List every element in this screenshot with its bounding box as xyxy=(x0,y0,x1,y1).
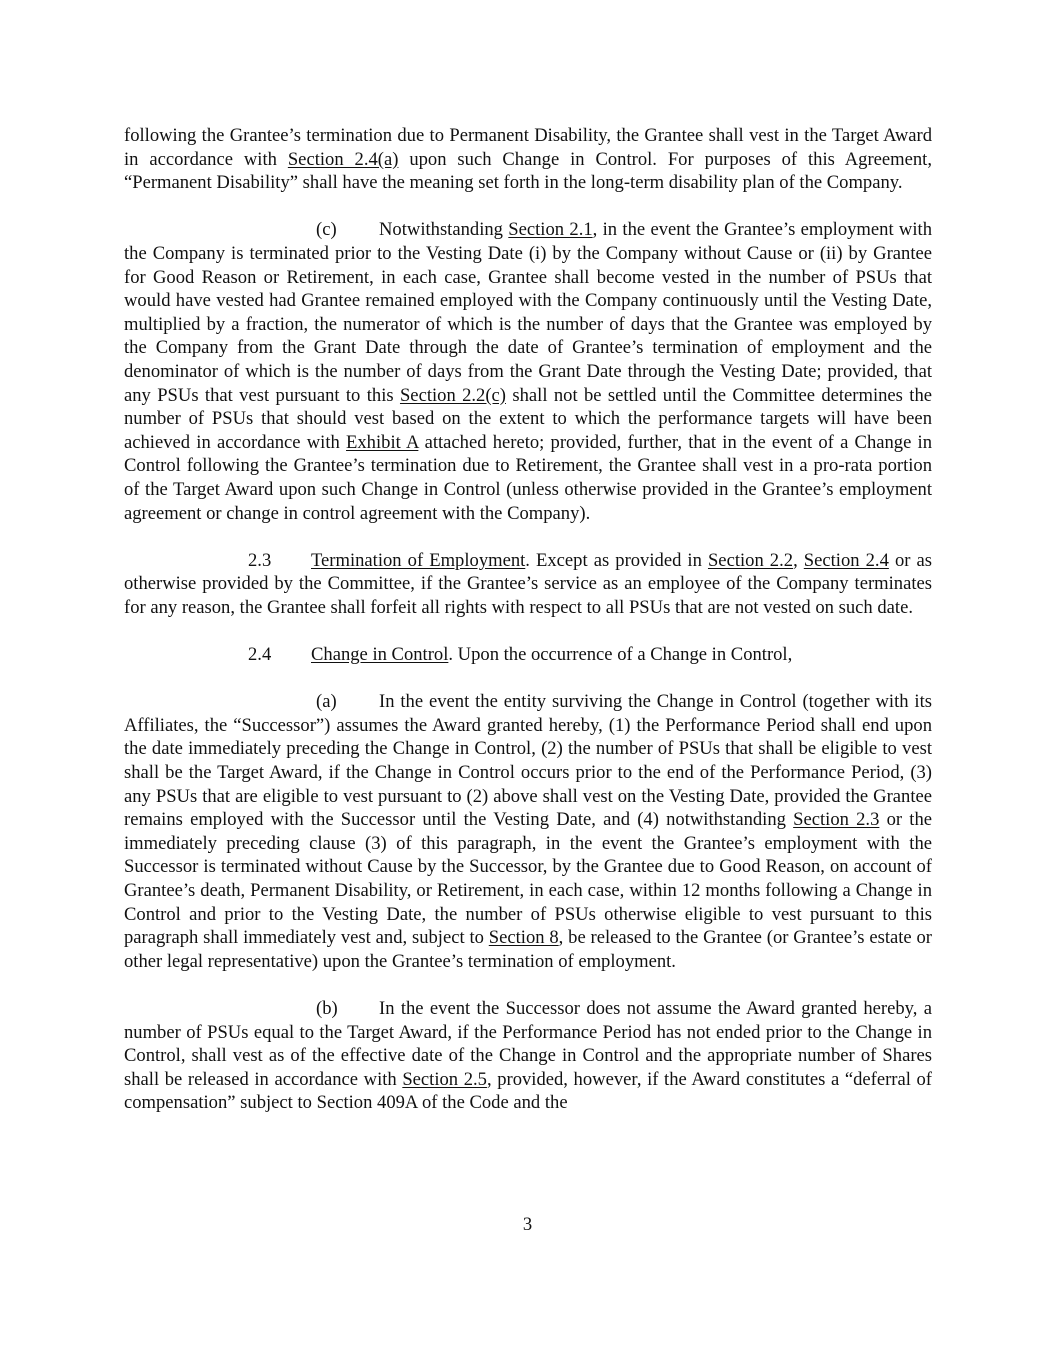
section-reference: Section 2.5 xyxy=(402,1068,487,1090)
section-reference: Section 2.2 xyxy=(707,549,794,571)
section-reference: Section 8 xyxy=(488,927,559,949)
section-number: 2.4 xyxy=(248,644,272,666)
text-segment: or the immediately preceding clause (3) of this paragraph, in the event the Grantee’s employment with the Successor is terminated without Cause by the Successor, by the Grantee due to Good Reason, on account of Grantee’s death, Permanent Disability, or Retirement, in each case, within 12 months following a Change in Control and prior to the Vesting Date, the number of PSUs otherwise eligible to vest pursuant to this paragraph shall immediately vest and, subject to xyxy=(124,809,932,949)
section-2-3 xyxy=(124,549,932,620)
section-heading: Termination of Employment xyxy=(311,549,526,571)
text-segment: . Upon the occurrence of a Change in Control, xyxy=(448,644,793,666)
section-reference: Section 2.3 xyxy=(793,809,880,831)
text-segment: , be released to the Grantee (or Grantee’s estate or other legal representative) upon the Grantee’s termination of employment. xyxy=(124,927,932,972)
text-segment: , provided, however, if the Award constitutes a “deferral of compensation” subject to Section 409A of the Code and the xyxy=(124,1068,932,1114)
paragraph-number: (c) xyxy=(316,219,337,241)
text-segment: . Except as provided in xyxy=(525,549,708,571)
section-2-4 xyxy=(124,643,932,667)
paragraph-2-4b xyxy=(124,997,932,1115)
text-segment: In the event the entity surviving the Change in Control (together with its Affiliates, the “Successor”) assumes the Award granted hereby, (1) the Performance Period shall end upon the date immediately preceding the Change in Control, (2) the number of PSUs that shall be eligible to vest shall be the Target Award, if the Change in Control occurs prior to the end of the Performance Period, (3) any PSUs that are eligible to vest pursuant to (2) above shall vest on the Vesting Date, provided the Grantee remains employed with the Successor until the Vesting Date, and (4) notwithstanding xyxy=(124,691,932,831)
text-segment: Notwithstanding xyxy=(379,219,509,241)
section-reference: Section 2.2(c) xyxy=(399,384,506,406)
text-segment: , xyxy=(793,549,804,571)
text-segment: , in the event the Grantee’s employment with the Company is terminated prior to the Vesting Date (i) by the Company without Cause or (ii) by Grantee for Good Reason or Retirement, in each case, Grantee shall become vested in the number of PSUs that would have vested had Grantee remained employed with the Company continuously until the Vesting Date, multiplied by a fraction, the numerator of which is the number of days that the Grantee was employed by the Company from the Grant Date through the date of Grantee’s termination of employment and the denominator of which is the number of days from the Grant Date through the Vesting Date; provided, that any PSUs that vest pursuant to this xyxy=(124,219,932,406)
text-segment: upon such Change in Control. For purposes of this Agreement, “Permanent Disability” shall have the meaning set forth in the long-term disability plan of the Company. xyxy=(124,148,932,194)
text-segment: shall not be settled until the Committee determines the number of PSUs that should vest based on the extent to which the performance targets will have been achieved in accordance with xyxy=(124,384,932,453)
paragraph-continuation xyxy=(124,124,932,195)
paragraph-number: (a) xyxy=(316,691,337,713)
section-reference: Section 2.4(a) xyxy=(287,148,399,170)
text-segment: or as otherwise provided by the Committee, if the Grantee’s service as an employee of the Company terminates for any reason, the Grantee shall forfeit all rights with respect to all PSUs that are not vested on such date. xyxy=(124,549,932,618)
section-heading: Change in Control xyxy=(311,644,449,666)
paragraph-2-4a xyxy=(124,690,932,973)
document-page xyxy=(124,124,932,1115)
text-segment: In the event the Successor does not assume the Award granted hereby, a number of PSUs equal to the Target Award, if the Performance Period has not ended prior to the Change in Control, shall vest as of the effective date of the Change in Control and the appropriate number of Shares shall be released in accordance with xyxy=(124,997,932,1090)
paragraph-number: (b) xyxy=(316,997,338,1019)
exhibit-reference: Exhibit A xyxy=(346,431,419,453)
section-number: 2.3 xyxy=(248,549,272,571)
section-reference: Section 2.4 xyxy=(803,549,889,571)
text-segment: following the Grantee’s termination due to Permanent Disability, the Grantee shall vest in the Target Award in accordance with xyxy=(124,125,932,170)
page-number: 3 xyxy=(522,1214,533,1235)
paragraph-2-2c xyxy=(124,218,932,525)
section-reference: Section 2.1 xyxy=(508,219,593,241)
text-segment: attached hereto; provided, further, that in the event of a Change in Control following the Grantee’s termination due to Retirement, the Grantee shall vest in a pro-rata portion of the Target Award upon such Change in Control (unless otherwise provided in the Grantee’s employment agreement or change in control agreement with the Company). xyxy=(124,431,933,524)
